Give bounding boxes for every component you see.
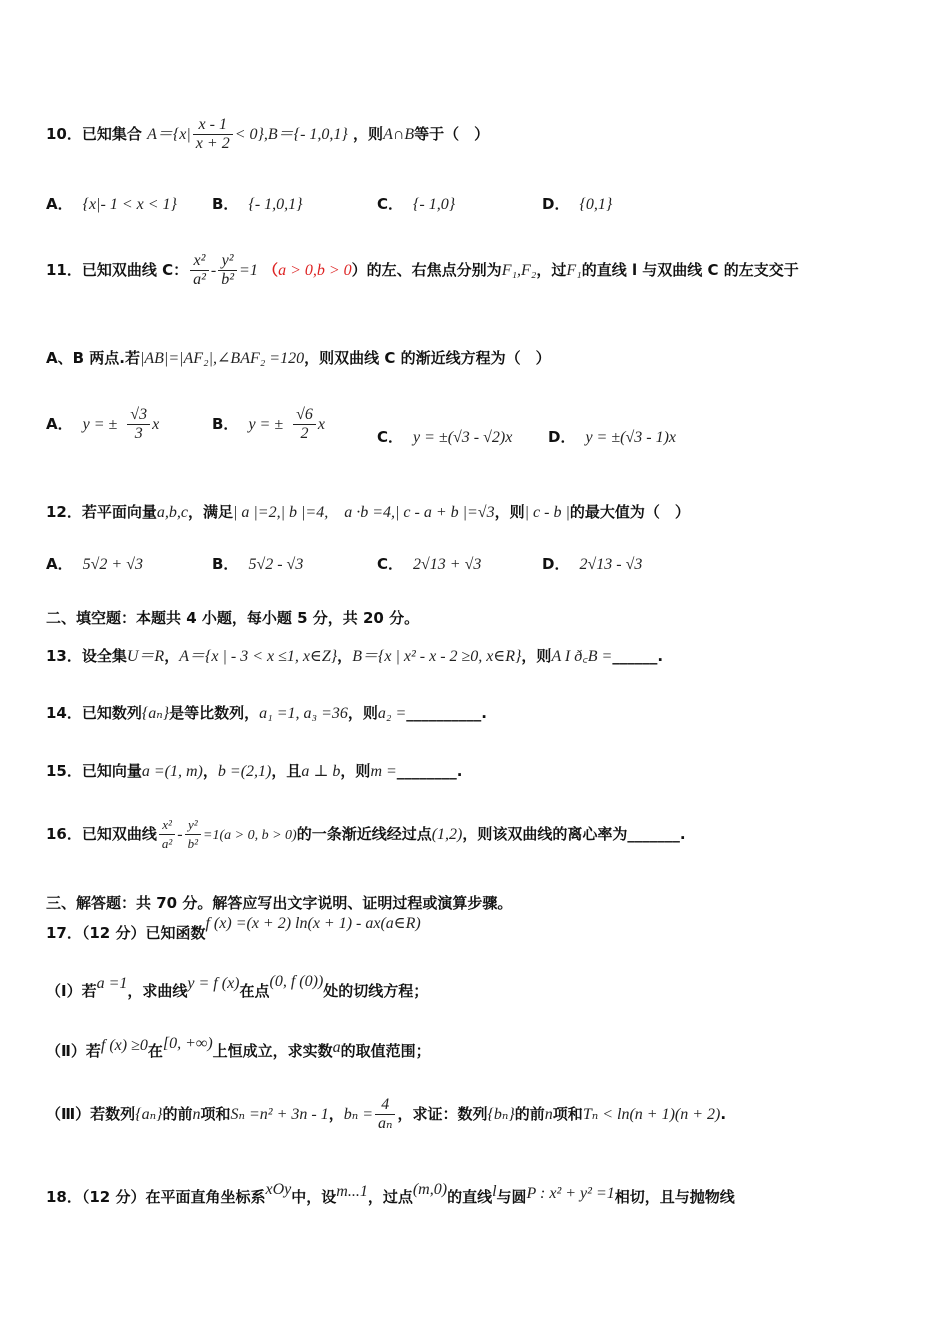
q18-mid: 中，设 bbox=[291, 1188, 337, 1206]
q10-set-a-close: < 0},B＝{- 1,0,1} bbox=[234, 126, 348, 143]
q15-sep: ， bbox=[202, 762, 218, 780]
q15-perp: a ⊥ b bbox=[301, 763, 341, 780]
q16-mid: 的一条渐近线经过点 bbox=[296, 825, 432, 843]
question-17 bbox=[46, 915, 421, 943]
q17-p1-mid: ，求曲线 bbox=[127, 982, 188, 1000]
q11-fraction-y bbox=[218, 252, 237, 289]
q13-set-a: A＝{x | - 3 < x ≤1, x∈Z} bbox=[179, 648, 338, 665]
q12-condition: | a |=2,| b |=4, a ·b =4,| c - a + b |=√3 bbox=[233, 504, 495, 521]
q17-p3-n: n bbox=[192, 1106, 201, 1123]
q17-p3-mid3: ，求证：数列 bbox=[397, 1105, 488, 1123]
option-expr: y = ±(√3 - 1)x bbox=[585, 429, 676, 446]
option-expr: {0,1} bbox=[579, 196, 613, 213]
q18-line-l: l bbox=[492, 1183, 497, 1200]
question-17-part-3 bbox=[46, 1096, 726, 1133]
section-3-heading: 三、解答题：共 70 分。解答应写出文字说明、证明过程或演算步骤。 bbox=[46, 894, 513, 912]
q17-p2-mid2: 上恒成立，求实数 bbox=[212, 1042, 333, 1060]
q17-p3-sep: ， bbox=[328, 1105, 344, 1123]
q16-condition: =1(a > 0, b > 0) bbox=[203, 828, 297, 843]
q14-expr: a₂ = bbox=[377, 705, 407, 722]
q17-p3-mid5: 项和 bbox=[552, 1105, 583, 1123]
q17-p2-interval: [0, +∞) bbox=[162, 1035, 213, 1052]
q14-prefix: 14．已知数列 bbox=[46, 704, 142, 722]
q11-stem-tail2: 的直线 l 与双曲线 C 的左支交于 bbox=[581, 261, 799, 279]
q10-option-b bbox=[212, 193, 303, 214]
option-expr: 2√13 - √3 bbox=[579, 556, 643, 573]
frac-num: y² bbox=[185, 816, 201, 835]
option-label: A． bbox=[46, 195, 73, 213]
q16-point: (1,2) bbox=[431, 826, 463, 843]
q18-m-cond: m...1 bbox=[336, 1183, 368, 1200]
q15-mid: ，且 bbox=[271, 762, 302, 780]
option-label: C． bbox=[377, 428, 404, 446]
q13-sep2: ， bbox=[337, 647, 353, 665]
q10-stem-prefix: 10．已知集合 bbox=[46, 125, 142, 143]
q16-fraction-x bbox=[159, 816, 175, 853]
q13-sep: ， bbox=[164, 647, 180, 665]
q17-p3-fraction bbox=[375, 1096, 395, 1133]
q17-p1-point: (0, f (0)) bbox=[269, 973, 324, 990]
option-expr: {x|- 1 < x < 1} bbox=[82, 196, 177, 213]
option-pre: y = ± bbox=[248, 416, 284, 433]
q17-p3-prefix: （Ⅲ）若数列 bbox=[46, 1105, 136, 1123]
q15-blank: ________. bbox=[396, 762, 463, 780]
option-fraction bbox=[127, 406, 150, 443]
q12-option-a bbox=[46, 553, 143, 574]
frac-den: aₙ bbox=[378, 1115, 393, 1132]
option-expr: {- 1,0,1} bbox=[248, 196, 303, 213]
question-14 bbox=[46, 702, 487, 723]
frac-den: a² bbox=[161, 836, 173, 851]
q17-prefix: 17．（12 分）已知函数 bbox=[46, 924, 206, 942]
frac-den: 3 bbox=[134, 425, 143, 442]
option-label: A． bbox=[46, 555, 73, 573]
q17-function: f (x) =(x + 2) ln(x + 1) - ax(a∈R) bbox=[205, 915, 421, 932]
option-expr: y = ±(√3 - √2)x bbox=[413, 429, 513, 446]
q16-prefix: 16．已知双曲线 bbox=[46, 825, 157, 843]
q17-p3-end: . bbox=[720, 1105, 727, 1123]
q11-cond-open: （ bbox=[263, 261, 279, 279]
q17-p2-cond: f (x) ≥0 bbox=[100, 1037, 148, 1054]
q17-p3-mid2: 项和 bbox=[200, 1105, 231, 1123]
frac-den: b² bbox=[221, 271, 235, 288]
q12-stem-mid2: ，则 bbox=[494, 503, 525, 521]
q17-p1-suffix: 处的切线方程； bbox=[323, 982, 429, 1000]
question-11-line2 bbox=[46, 347, 551, 368]
q11-option-a bbox=[46, 406, 159, 443]
q11-option-d bbox=[548, 426, 676, 447]
q12-vectors: a,b,c bbox=[156, 504, 188, 521]
q10-frac-num: x - 1 bbox=[193, 116, 233, 135]
q15-mid2: ，则 bbox=[340, 762, 371, 780]
q16-fraction-y bbox=[185, 816, 201, 853]
frac-num: 4 bbox=[375, 1096, 395, 1115]
q10-option-d bbox=[542, 193, 612, 214]
q11-cond-close: ）的左、右焦点分别为 bbox=[351, 261, 502, 279]
option-label: C． bbox=[377, 555, 404, 573]
option-label: B． bbox=[212, 555, 239, 573]
option-expr: 5√2 - √3 bbox=[248, 556, 304, 573]
question-15 bbox=[46, 760, 463, 781]
q17-p1-curve: y = f (x) bbox=[187, 975, 240, 992]
q12-stem-prefix: 12．若平面向量 bbox=[46, 503, 157, 521]
frac-num: y² bbox=[218, 252, 237, 271]
question-13 bbox=[46, 643, 663, 666]
q11-minus: - bbox=[210, 262, 217, 279]
q11-line2-suffix: ，则双曲线 C 的渐近线方程为（ ） bbox=[304, 349, 551, 367]
q15-vector-a: a =(1, m) bbox=[141, 763, 203, 780]
question-11 bbox=[46, 252, 799, 289]
q17-p1-prefix: （Ⅰ）若 bbox=[46, 982, 97, 1000]
q13-blank: ______. bbox=[612, 647, 664, 665]
q15-expr: m = bbox=[370, 763, 397, 780]
question-17-part-1 bbox=[46, 973, 429, 1001]
frac-den: b² bbox=[187, 836, 199, 851]
option-label: B． bbox=[212, 195, 239, 213]
section-2-heading: 二、填空题：本题共 4 小题，每小题 5 分，共 20 分。 bbox=[46, 609, 420, 627]
q11-line2-prefix: A、B 两点.若 bbox=[46, 349, 140, 367]
q10-set-a-open: A＝{x| bbox=[147, 126, 191, 143]
option-post: x bbox=[152, 416, 160, 433]
q18-suffix: 相切，且与抛物线 bbox=[614, 1188, 735, 1206]
q18-mid3: 的直线 bbox=[447, 1188, 493, 1206]
q10-frac-den: x + 2 bbox=[195, 135, 230, 152]
q17-p2-mid: 在 bbox=[147, 1042, 163, 1060]
q14-sequence: {aₙ} bbox=[141, 705, 170, 722]
q12-stem-mid: ，满足 bbox=[187, 503, 233, 521]
question-18 bbox=[46, 1181, 735, 1207]
option-expr: 2√13 + √3 bbox=[413, 556, 482, 573]
option-expr: 5√2 + √3 bbox=[82, 556, 143, 573]
q10-stem-suffix: 等于（ ） bbox=[414, 125, 490, 143]
q10-intersect: A∩B bbox=[383, 126, 415, 143]
frac-num: √6 bbox=[293, 406, 316, 425]
q11-foci: F₁,F₂ bbox=[501, 262, 537, 279]
q18-prefix: 18．（12 分）在平面直角坐标系 bbox=[46, 1188, 266, 1206]
q11-fraction-x bbox=[190, 252, 209, 289]
q12-target: | c - b | bbox=[524, 504, 570, 521]
option-label: D． bbox=[542, 555, 570, 573]
q15-prefix: 15．已知向量 bbox=[46, 762, 142, 780]
q11-option-b bbox=[212, 406, 325, 443]
q17-p1-cond: a =1 bbox=[96, 975, 128, 992]
option-fraction bbox=[293, 406, 316, 443]
q18-point: (m,0) bbox=[412, 1181, 448, 1198]
frac-den: 2 bbox=[300, 425, 309, 442]
q17-p3-sum: Sₙ =n² + 3n - 1 bbox=[230, 1106, 329, 1123]
option-label: D． bbox=[542, 195, 570, 213]
frac-num: x² bbox=[190, 252, 209, 271]
q10-stem-mid: ，则 bbox=[353, 125, 384, 143]
q18-mid4: 与圆 bbox=[496, 1188, 527, 1206]
question-10 bbox=[46, 116, 489, 153]
option-label: B． bbox=[212, 415, 239, 433]
q11-option-c bbox=[377, 426, 512, 447]
frac-num: √3 bbox=[127, 406, 150, 425]
frac-num: x² bbox=[159, 816, 175, 835]
q17-p2-var: a bbox=[332, 1039, 341, 1056]
q11-line2-expr: |AB|=|AF₂|,∠BAF₂ =120 bbox=[139, 350, 305, 367]
q14-mid2: ，则 bbox=[347, 704, 378, 722]
q14-blank: __________. bbox=[406, 704, 487, 722]
q10-option-a bbox=[46, 193, 177, 214]
q12-option-d bbox=[542, 553, 642, 574]
q18-circle: P : x² + y² =1 bbox=[526, 1185, 615, 1202]
q13-mid: ，则 bbox=[521, 647, 552, 665]
q12-option-b bbox=[212, 553, 303, 574]
q14-condition: a₁ =1, a₃ =36 bbox=[259, 705, 348, 722]
q18-mid2: ，过点 bbox=[367, 1188, 413, 1206]
frac-den: a² bbox=[193, 271, 206, 288]
q15-vector-b: b =(2,1) bbox=[217, 763, 272, 780]
q10-option-c bbox=[377, 193, 455, 214]
q11-condition: a > 0,b > 0 bbox=[278, 262, 352, 279]
q17-p3-mid4: 的前 bbox=[514, 1105, 545, 1123]
q16-minus: - bbox=[177, 826, 183, 843]
q17-p2-suffix: 的取值范围； bbox=[340, 1042, 431, 1060]
question-16 bbox=[46, 816, 686, 853]
q17-p1-mid2: 在点 bbox=[239, 982, 270, 1000]
q17-p2-prefix: （Ⅱ）若 bbox=[46, 1042, 101, 1060]
q11-eq-one: =1 bbox=[239, 262, 258, 279]
q12-stem-suffix: 的最大值为（ ） bbox=[569, 503, 690, 521]
option-expr: {- 1,0} bbox=[413, 196, 456, 213]
q13-set-b: B＝{x | x² - x - 2 ≥0, x∈R} bbox=[352, 648, 522, 665]
q13-expr: A I ð꜀B = bbox=[551, 648, 613, 665]
q11-stem-prefix: 11．已知双曲线 C： bbox=[46, 261, 189, 279]
q11-f1: F₁ bbox=[566, 262, 582, 279]
q17-p3-seq: {aₙ} bbox=[135, 1106, 163, 1123]
q10-fraction bbox=[193, 116, 233, 153]
q17-p3-seq-b: {bₙ} bbox=[487, 1106, 515, 1123]
q17-p3-inequality: Tₙ < ln(n + 1)(n + 2) bbox=[582, 1106, 721, 1123]
option-post: x bbox=[317, 416, 326, 433]
q14-mid: 是等比数列， bbox=[169, 704, 260, 722]
option-label: D． bbox=[548, 428, 576, 446]
q16-suffix: ，则该双曲线的离心率为 bbox=[462, 825, 628, 843]
option-pre: y = ± bbox=[82, 416, 118, 433]
q13-prefix: 13．设全集 bbox=[46, 647, 127, 665]
q17-p3-n2: n bbox=[544, 1106, 553, 1123]
option-label: C． bbox=[377, 195, 404, 213]
q17-p3-b: bₙ = bbox=[343, 1106, 373, 1123]
q13-universe: U＝R bbox=[126, 648, 165, 665]
question-12 bbox=[46, 499, 690, 522]
q11-stem-tail: ，过 bbox=[536, 261, 567, 279]
option-label: A． bbox=[46, 415, 73, 433]
q18-system: xOy bbox=[265, 1181, 292, 1198]
q16-blank: _______. bbox=[627, 825, 686, 843]
q12-option-c bbox=[377, 553, 481, 574]
question-17-part-2 bbox=[46, 1035, 431, 1061]
q17-p3-mid: 的前 bbox=[162, 1105, 193, 1123]
